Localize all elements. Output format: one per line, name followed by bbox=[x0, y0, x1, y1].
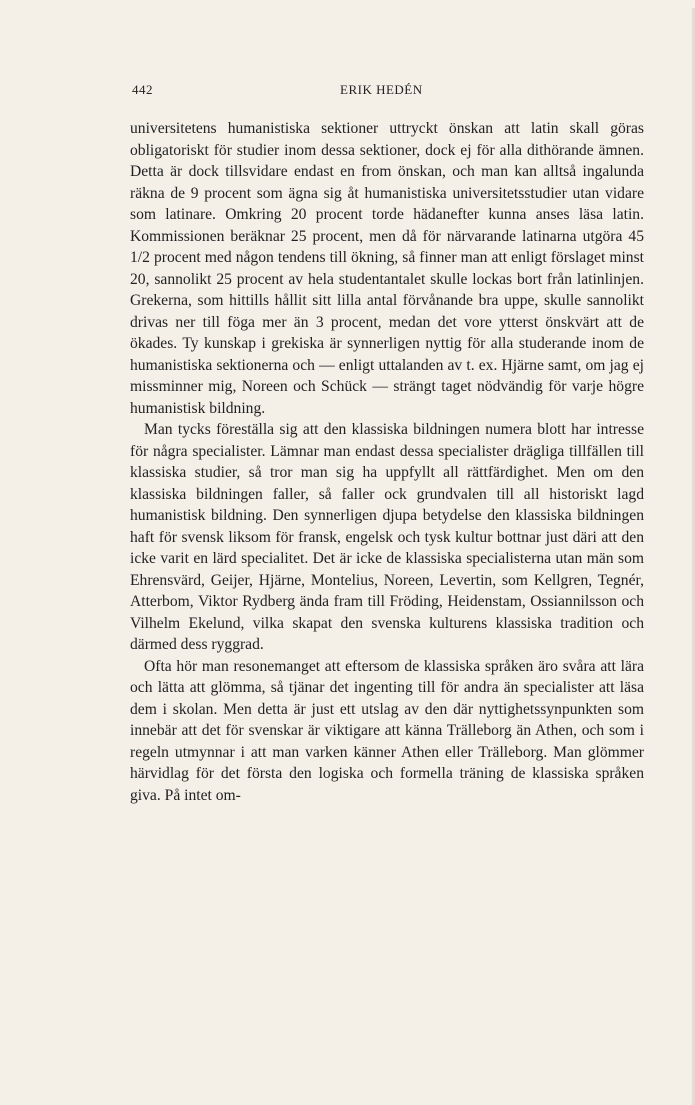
paragraph: Ofta hör man resonemanget att eftersom de klassiska språken äro svåra att lära och lätta att glömma, så tjänar det ingenting till för andra än specialister att läsa dem i skolan. Men detta är just ett utslag av den där nyttighetssynpunkten som innebär att det för svenskar är viktigare att känna Trälleborg än Athen, och som i regeln utmynnar i att man varken känner Athen eller Trälleborg. Man glömmer härvidlag för det första den logiska och formella träning de klassiska språken giva. På intet om- bbox=[130, 657, 644, 804]
paragraph: Man tycks föreställa sig att den klassiska bildningen numera blott har intresse för några specialister. Lämnar man endast dessa specialister drägliga tillfällen till klassiska studier, så tror man sig ha uppfyllt all rättfärdighet. Men om den klassiska bildningen faller, så faller ock grundvalen till all historiskt lagd humanistisk bildning. Den synnerligen djupa betydelse den klassiska bildningen haft för svensk liksom för fransk, engelsk och tysk kultur bottnar just däri att den icke varit en lärd specialitet. Det är icke de klassiska specialisterna utan män som Ehrensvärd, Geijer, Hjärne, Montelius, Noreen, Levertin, som Kellgren, Tegnér, Atterbom, Viktor Rydberg ända fram till Fröding, Heidenstam, Ossiannilsson och Vilhelm Ekelund, vilka skapat den svenska kulturens klassiska tradition och därmed dess ryggrad. bbox=[130, 421, 644, 653]
body-text bbox=[130, 118, 644, 806]
paragraph: universitetens humanistiska sektioner uttryckt önskan att latin skall göras obligatoriskt för studier inom dessa sektioner, dock ej för alla dithörande ämnen. Detta är dock tillsvidare endast en from önskan, och man kan alltså ingalunda räkna de 9 procent som ägna sig åt humanistiska universitetsstudier utan vidare som latinare. Omkring 20 procent torde hädanefter kunna anses läsa latin. Kommissionen beräknar 25 procent, men då för närvarande latinarna utgöra 45 1/2 procent med någon tendens till ökning, så finner man att enligt förslaget minst 20, sannolikt 25 procent av hela studentantalet skulle lockas bort från latinlinjen. Grekerna, som hittills hållit sitt lilla antal förvånande bra uppe, skulle sannolikt drivas ner till föga mer än 3 procent, medan det vore ytterst önskvärt att de ökades. Ty kunskap i grekiska är synnerligen nyttig för alla studerande inom de humanistiska sektionerna och — enligt uttalanden av t. ex. Hjärne samt, om jag ej missminner mig, Noreen och Schück — strängt taget nödvändig för varje högre humanistisk bildning. bbox=[130, 120, 644, 417]
page-header bbox=[132, 82, 642, 102]
running-head: ERIK HEDÉN bbox=[340, 82, 423, 97]
page-number: 442 bbox=[132, 82, 153, 97]
